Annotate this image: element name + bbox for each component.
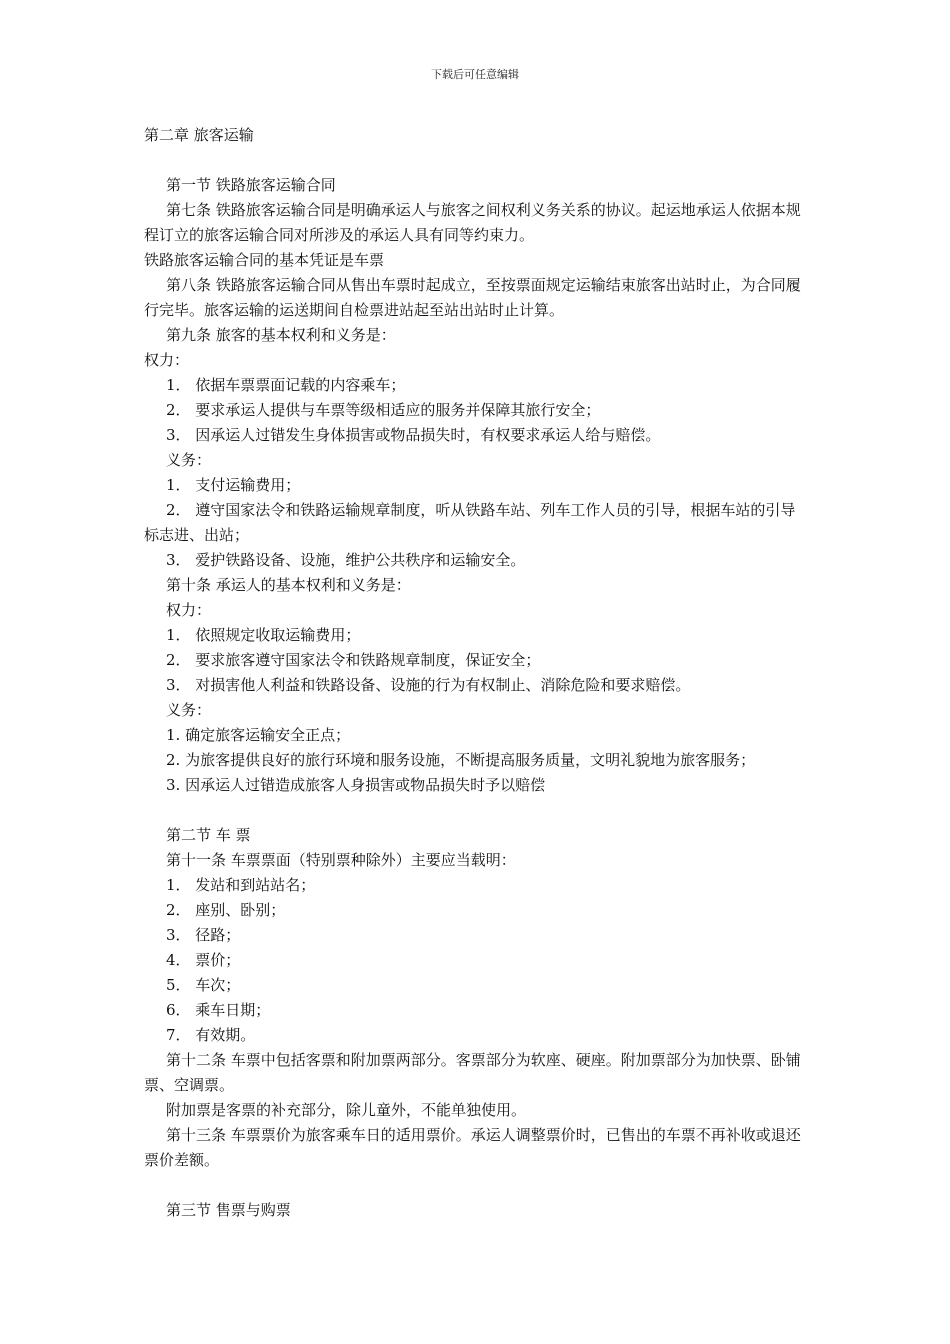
list-item: 2． 座别、卧别； xyxy=(166,901,286,919)
list-item: 3. 因承运人过错造成旅客人身损害或物品损失时予以赔偿 xyxy=(166,776,546,794)
list-item: 3． 爱护铁路设备、设施，维护公共秩序和运输安全。 xyxy=(166,551,526,569)
list-item: 4． 票价； xyxy=(166,951,241,969)
article-10: 第十条 承运人的基本权利和义务是： xyxy=(166,576,411,594)
list-item: 1． 依照规定收取运输费用； xyxy=(166,626,361,644)
list-item: 1． 发站和到站站名； xyxy=(166,876,316,894)
section-title: 第一节 铁路旅客运输合同 xyxy=(166,176,336,194)
list-item: 2． 要求旅客遵守国家法令和铁路规章制度，保证安全； xyxy=(166,651,541,669)
list-item: 2． 要求承运人提供与车票等级相适应的服务并保障其旅行安全； xyxy=(166,401,601,419)
list-item: 3． 径路； xyxy=(166,926,241,944)
list-item: 1. 确定旅客运输安全正点； xyxy=(166,726,351,744)
rights-label: 权力： xyxy=(166,601,212,619)
chapter-title: 第二章 旅客运输 xyxy=(144,126,254,144)
duties-label: 义务： xyxy=(166,451,212,469)
article-9: 第九条 旅客的基本权利和义务是： xyxy=(166,326,396,344)
list-item: 2. 为旅客提供良好的旅行环境和服务设施，不断提高服务质量，文明礼貌地为旅客服务； xyxy=(166,751,756,769)
voucher-line: 铁路旅客运输合同的基本凭证是车票 xyxy=(144,251,385,269)
rights-label: 权力： xyxy=(144,351,190,369)
list-item: 1． 支付运输费用； xyxy=(166,476,301,494)
list-item: 1． 依据车票票面记载的内容乘车； xyxy=(166,376,406,394)
article-8: 第八条 铁路旅客运输合同从售出车票时起成立，至按票面规定运输结束旅客出站时止，为合同履行完毕。旅客运输的运送期间自检票进站起至站出站时止计算。 xyxy=(144,276,801,319)
section-title: 第二节 车 票 xyxy=(166,826,251,844)
list-item: 2． 遵守国家法令和铁路运输规章制度，听从铁路车站、列车工作人员的引导，根据车站的引导标志进、出站； xyxy=(144,501,796,544)
section-title: 第三节 售票与购票 xyxy=(166,1201,291,1219)
list-item: 3． 因承运人过错发生身体损害或物品损失时，有权要求承运人给与赔偿。 xyxy=(166,426,661,444)
list-item: 6． 乘车日期； xyxy=(166,1001,271,1019)
article-11: 第十一条 车票票面（特别票种除外）主要应当载明： xyxy=(166,851,516,869)
duties-label: 义务： xyxy=(166,701,212,719)
article-12: 第十二条 车票中包括客票和附加票两部分。客票部分为软座、硬座。附加票部分为加快票、卧铺票、空调票。 xyxy=(144,1051,801,1094)
list-item: 5． 车次； xyxy=(166,976,241,994)
list-item: 3． 对损害他人利益和铁路设备、设施的行为有权制止、消除危险和要求赔偿。 xyxy=(166,676,691,694)
article-12-note: 附加票是客票的补充部分，除儿童外，不能单独使用。 xyxy=(166,1101,527,1119)
page-header: 下载后可任意编辑 xyxy=(431,68,519,81)
article-13: 第十三条 车票票价为旅客乘车日的适用票价。承运人调整票价时，已售出的车票不再补收或退还票价差额。 xyxy=(144,1126,801,1169)
document-body xyxy=(144,123,810,1223)
list-item: 7． 有效期。 xyxy=(166,1026,256,1044)
article-7: 第七条 铁路旅客运输合同是明确承运人与旅客之间权利义务关系的协议。起运地承运人依据本规程订立的旅客运输合同对所涉及的承运人具有同等约束力。 xyxy=(144,201,801,244)
